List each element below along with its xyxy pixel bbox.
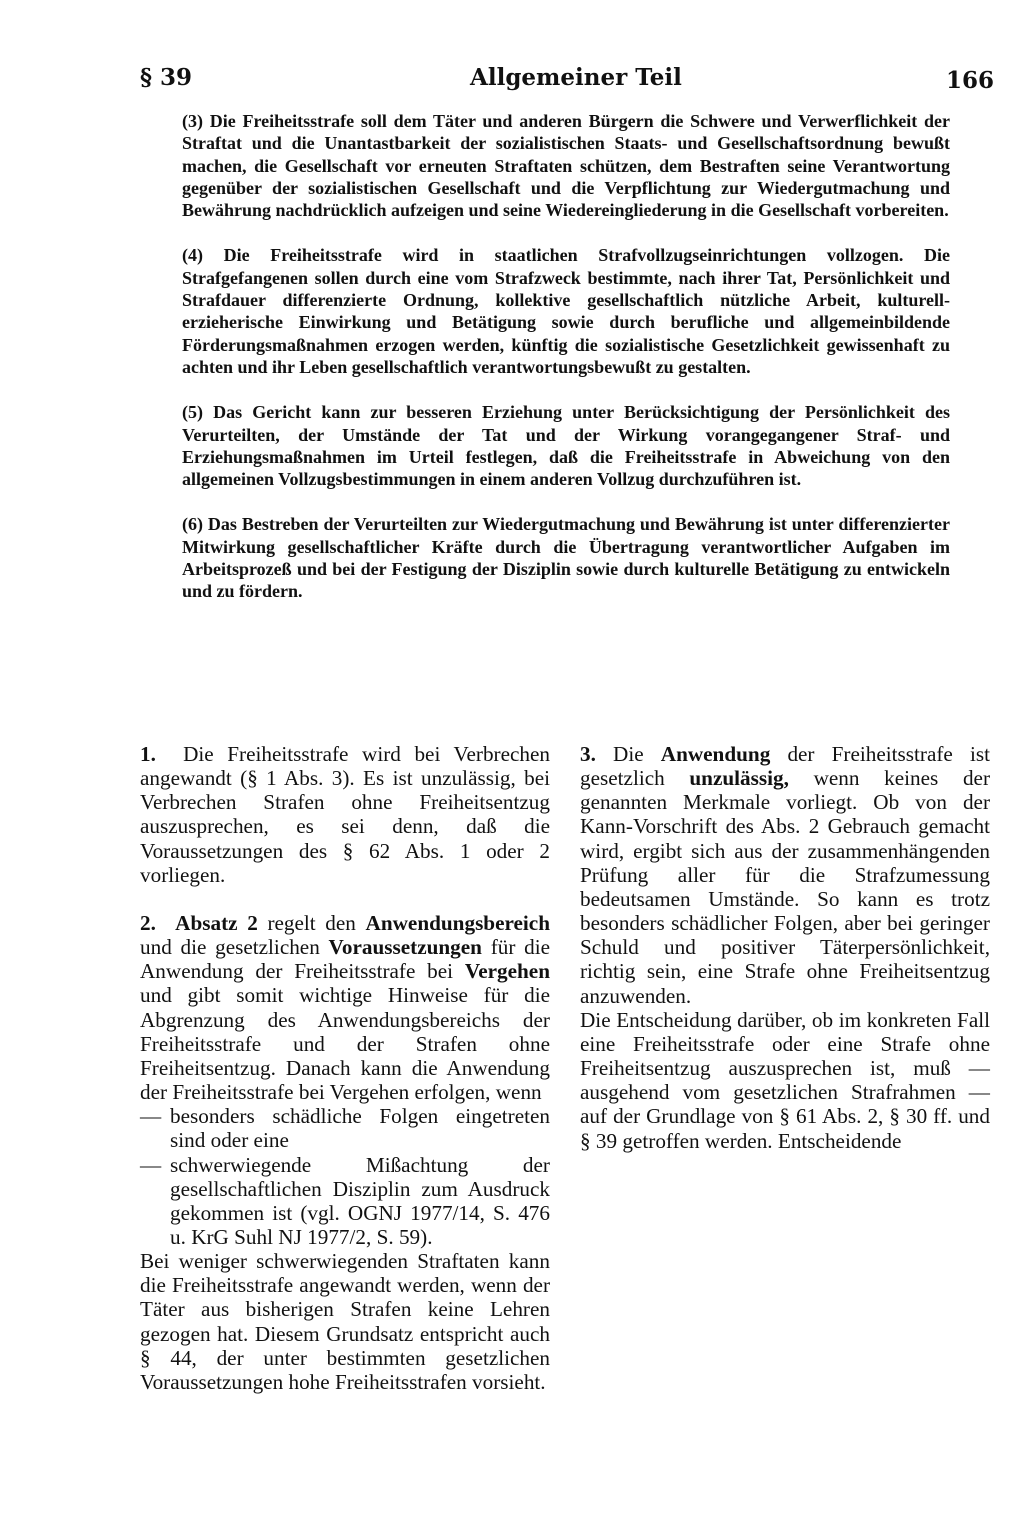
statute-text [182,110,950,603]
emphasis: Voraussetzungen [328,935,482,960]
emphasis: unzulässig, [689,766,789,791]
note-number: 1. [140,742,156,766]
running-title: Allgemeiner Teil [470,64,682,91]
note-number: 2. [140,910,156,935]
note-number: 3. [580,742,596,766]
note-text: Die [595,742,661,766]
list-item [140,1153,550,1250]
dash-bullet: — [140,1104,162,1129]
note-text: regelt den [257,910,366,935]
note-3-paragraph-2: Die Entscheidung darüber, ob im konkreten Fall eine Freiheitsstrafe oder eine Strafe ohne Freiheitsentzug auszusprechen ist, muß — ausgehend vom gesetzlichen Strafrahmen — auf der Grundlage von § 61 Abs. 2, § 30 ff. und § 39 getroffen werden. Entscheidende [580,1007,990,1153]
statute-paragraph-6: (6) Das Bestreben der Verurteilten zur Wiedergutmachung und Bewährung ist unter differenzierter Mitwirkung gesellschaftlicher Kräfte durch die Übertragung verantwortlicher Aufgaben im Arbeitsprozeß und bei der Festigung der Disziplin sowie durch kulturelle Betätigung zu entwickeln und zu fördern. [182,514,950,602]
note-text: Die Freiheitsstrafe wird bei Verbrechen angewandt (§ 1 Abs. 3). Es ist unzulässig, bei Verbrechen Strafen ohne Freiheitsentzug auszusprechen, es sei denn, daß die Voraussetzungen des § 62 Abs. 1 oder 2 vorliegen. [140,742,550,887]
note-3 [580,742,990,1008]
note-text: wenn keines der genannten Merkmale vorliegt. Ob von der Kann-Vorschrift des Abs. 2 Gebrauch gemacht wird, ergibt sich aus der zusammenhängenden Prüfung aller für die Strafzumessung bedeutsamen Umstände. So kann es trotz besonders schädlicher Folgen, aber bei geringer Schuld und positiver Täterpersönlichkeit, richtig sein, eine Strafe ohne Freiheitsentzug anzuwenden. [580,766,990,1008]
statute-paragraph-4: (4) Die Freiheitsstrafe wird in staatlichen Strafvollzugseinrichtungen vollzogen. Die Strafgefangenen sollen durch eine vom Strafzweck bestimmte, nach ihrer Tat, Persönlichkeit und Strafdauer differenzierte Ordnung, kollektive gesellschaftlich nützliche Arbeit, kulturell-erzieherische Einwirkung und Betätigung sowie durch berufliche und allgemeinbildende Förderungsmaßnahmen erzogen werden, künftig die sozialistische Gesetzlichkeit gewissenhaft zu achten und ihr Leben gesellschaftlich verantwortungsbewußt zu gestalten. [182,245,950,377]
statute-paragraph-3: (3) Die Freiheitsstrafe soll dem Täter und anderen Bürgern die Schwere und Verwerflichkeit der Straftat und die Unantastbarkeit der sozialistischen Staats- und Gesellschaftsordnung bewußt machen, die Gesellschaft vor erneuten Straftaten schützen, dem Bestraften seine Verantwortung gegenüber der sozialistischen Gesellschaft und die Verpflichtung zur Wiedergutmachung und Bewährung nachdrücklich aufzeigen und seine Wiedereingliederung in die Gesellschaft vorbereiten. [182,111,950,221]
list-item [140,1104,550,1152]
page-number: 166 [945,67,994,94]
note-text: für die Anwendung der Freiheitsstrafe bei [140,935,550,984]
note-2 [140,911,550,1104]
note-text: und gibt somit wichtige Hinweise für die Abgrenzung des Anwendungsbereichs der Freiheitsstrafe und der Strafen ohne Freiheitsentzug. Danach kann die Anwendung der Freiheitsstrafe bei Vergehen erfolgen, wenn [140,983,550,1105]
page-header [140,64,994,100]
emphasis: Vergehen [464,959,550,984]
commentary-column-left [140,742,550,1394]
emphasis: Anwendungsbereich [365,910,550,935]
note-2-continued: Bei weniger schwerwiegenden Straftaten kann die Freiheitsstrafe angewandt werden, wenn der Täter aus bisherigen Strafen keine Lehren gezogen hat. Diesem Grundsatz entspricht auch § 44, der unter bestimmten gesetzlichen Voraussetzungen hohe Freiheitsstrafen vorsieht. [140,1249,550,1394]
list-item-text: besonders schädliche Folgen eingetreten sind oder eine [170,1104,550,1153]
dash-bullet: — [140,1152,162,1177]
section-number: § 39 [140,64,193,91]
note-1 [140,742,550,887]
commentary [140,742,990,1512]
emphasis: Anwendung [660,742,771,766]
emphasis: Absatz 2 [175,910,258,935]
note-text: und die gesetzlichen [140,935,329,960]
commentary-column-right [580,742,990,1153]
statute-paragraph-5: (5) Das Gericht kann zur besseren Erziehung unter Berücksichtigung der Persönlichkeit des Verurteilten, der Umstände der Tat und der Wirkung vorangegangener Straf- und Erziehungsmaßnahmen im Urteil festlegen, daß die Freiheitsstrafe in Abweichung von den allgemeinen Vollzugsbestimmungen in einem anderen Vollzug durchzuführen ist. [182,402,950,490]
note-text: der Freiheitsstrafe ist gesetzlich [580,742,990,791]
list-item-text: schwerwiegende Mißachtung der gesellschaftlichen Disziplin zum Ausdruck gekommen ist (vgl. OGNJ 1977/14, S. 476 u. KrG Suhl NJ 1977/2, S. 59). [170,1152,550,1249]
